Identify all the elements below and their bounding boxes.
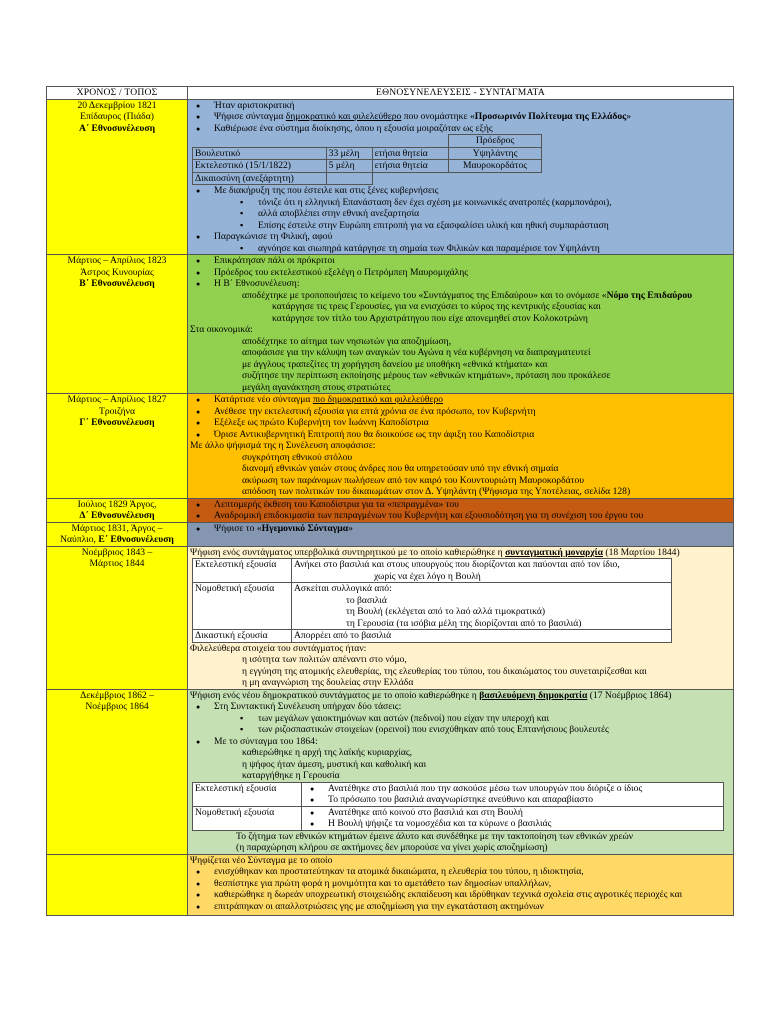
- bullet: ● Ανατέθηκε στο βασιλιά που την ασκούσε μέσω των υπουργών που διόριζε ο ίδιος: [304, 783, 721, 795]
- cell: Εκτελεστική εξουσία: [193, 559, 292, 583]
- cell: 33 μέλη: [326, 147, 372, 160]
- date: Μάρτιος – Απρίλιος 1823: [67, 255, 167, 266]
- sub-bullet: ▪ των ριζοσπαστικών στοιχείων (ορεινοί) που ενισχύθηκαν από τους Επτανήσιους βουλευτές: [190, 724, 731, 736]
- time-place-1843: [47, 546, 188, 689]
- assembly-name: Δ΄ Εθνοσυνέλευση: [79, 510, 155, 521]
- line: κατάργησε τον τίτλο του Αρχιστράτηγου που είχε απονεμηθεί στον Κολοκοτρώνη: [272, 312, 588, 324]
- line: η ισότητα των πολιτών απέναντι στο νόμο,: [242, 654, 407, 665]
- date: Μάρτιος 1831, Άργος –: [71, 522, 163, 534]
- row-1862: [47, 689, 734, 854]
- assembly-name: Α΄ Εθνοσυνέλευση: [78, 122, 156, 134]
- bullet: ● Κατάρτισε νέο σύνταγμα πιο δημοκρατικό και φιλελεύθερο: [190, 394, 731, 406]
- bullet: ● θεσπίστηκε για πρώτη φορά η μονιμότητα και το αμετάθετο των δημοσίων υπαλλήλων,: [190, 878, 731, 890]
- time-place-1831: [47, 522, 188, 546]
- line: συζήτησε την περίπτωση εκποίησης μέρους των «εθνικών κτημάτων», πρόταση που προκάλεσε: [242, 370, 611, 381]
- econ-heading: Στα οικονομικά:: [190, 324, 253, 335]
- bullet: ● Πρόεδρος του εκτελεστικού εξελέγη ο Πετρόμπεη Μαυρομιχάλης: [190, 267, 731, 279]
- row-1829: [47, 498, 734, 522]
- power-table-1821: [192, 134, 542, 185]
- sub-bullet: ▪ αλλά αποβλέπει στην εθνική ανεξαρτησία: [190, 208, 731, 220]
- line: καθιερώθηκε η αρχή της λαϊκής κυριαρχίας,: [242, 747, 413, 758]
- cell: Μαυροκορδάτος: [449, 160, 542, 173]
- line: η εγγύηση της ατομικής ελευθερίας, της ελευθερίας του τύπου, του δικαιώματος του συνεταιρίζεσθαι και: [242, 665, 647, 677]
- cell: Εκτελεστικό (15/1/1822): [193, 160, 327, 173]
- line: η μη αναγνώριση της δουλείας στην Ελλάδα: [242, 677, 414, 688]
- row-1823: [47, 255, 734, 394]
- bullet: ● Αναδρομική επιδοκιμασία των πεπραγμένων του Κυβερνήτη και εξουσιοδότηση για τη συνέχιση του έργου του: [190, 510, 731, 522]
- content-1827: [188, 394, 734, 499]
- row-1821: [47, 99, 734, 255]
- cell: Νομοθετική εξουσία: [193, 806, 302, 830]
- bullet: ● Το πρόσωπο του βασιλιά αναγνωρίστηκε ανεύθυνο και απαραβίαστο: [304, 794, 721, 806]
- bullet: ● καθιερώθηκε η δωρεάν υποχρεωτική στοιχειώδης εκπαίδευση και ιδρύθηκαν τεχνικά σχολεία στις αγροτικές περιοχές και: [190, 889, 731, 901]
- cell: [302, 782, 724, 806]
- bullet: ● ενισχύθηκαν και προστατεύτηκαν τα ατομικά δικαιώματα, η ελευθερία του τύπου, η ιδιοκτησία,: [190, 866, 731, 878]
- bullet: ● επιτράπηκαν οι απαλλοτριώσεις γης με αποζημίωση για την εγκατάσταση ακτημόνων: [190, 901, 731, 913]
- cell: ετήσια θητεία: [372, 160, 449, 173]
- time-place-1911: [47, 854, 188, 915]
- line: κατάργησε τις τρεις Γερουσίες, για να ενισχύσει το κύρος της κεντρικής εξουσίας και: [272, 301, 601, 312]
- intro: Ψήφιση ενός νέου δημοκρατικού συντάγματος με το οποίο καθιερώθηκε η βασιλευόμενη δημοκρατία (17 Νοέμβριος 1864): [190, 689, 672, 701]
- line: συγκρότηση εθνικού στόλου: [242, 451, 353, 463]
- row-1911: [47, 854, 734, 915]
- bullet: ● Η Β΄ Εθνοσυνέλευση:: [190, 278, 731, 290]
- line: αποφάσισε για την κάλυψη των αναγκών του Αγώνα η νέα κυβέρνηση να διαπραγματευτεί: [242, 347, 591, 358]
- content-1862: [188, 689, 734, 854]
- header-row: [47, 87, 734, 100]
- line: μεγάλη αγανάκτηση στους στρατιώτες: [242, 381, 391, 393]
- line: Με άλλο ψήφισμά της η Συνέλευση αποφάσισε:: [190, 440, 376, 451]
- sub-bullet: ▪ των μεγάλων γαιοκτημόνων και αστών (πεδινοί) που είχαν την υπεροχή και: [190, 713, 731, 725]
- cell: Δικαστική εξουσία: [193, 630, 292, 643]
- bullet: ● Στη Συντακτική Συνέλευση υπήρχαν δύο τάσεις:: [190, 701, 731, 713]
- document: [46, 86, 734, 916]
- line: αποδέχτηκε το αίτημα των νησιωτών για αποζημίωση,: [242, 335, 452, 347]
- line: απόδοση των πολιτικών του δικαιωμάτων στον Δ. Υψηλάντη (Ψήφισμα της Υποτέλειας, σελίδα 128): [242, 486, 631, 497]
- bullet: ● Ήταν αριστοκρατική: [190, 100, 731, 112]
- cell: [302, 806, 724, 830]
- cell: Εκτελεστική εξουσία: [193, 782, 302, 806]
- content-1831: [188, 522, 734, 546]
- cell: Βουλευτικό: [193, 147, 327, 160]
- sub-bullet: ▪ Επίσης έστειλε στην Ευρώπη επιτροπή για να εξασφαλίσει υλική και ηθική συμπαράσταση: [190, 220, 731, 232]
- date: Μάρτιος – Απρίλιος 1827: [67, 394, 167, 405]
- bullet: ● Ψήφισε σύνταγμα δημοκρατικό και φιλελεύθερο που ονομάστηκε «Προσωρινόν Πολίτευμα της Ελλάδος»: [190, 111, 731, 123]
- bullet: ● Λεπτομερής έκθεση του Καποδίστρια για τα «πεπραγμένα» του: [190, 499, 731, 511]
- date: Νοέμβριος 1843 –: [81, 546, 153, 558]
- power-table-1844: [192, 558, 672, 643]
- president-heading: Πρόεδρος: [449, 135, 542, 148]
- sub-bullet: ▪ αγνόησε και σιωπηρά κατάργησε τη σημαία των Φιλικών και παραμέρισε τον Υψηλάντη: [190, 243, 731, 255]
- cell: Απορρέει από το βασιλιά: [292, 630, 672, 643]
- place: Τροιζήνα: [98, 405, 135, 417]
- constitutions-table: [46, 86, 734, 916]
- bullet: ● Ανέθεσε την εκτελεστική εξουσία για επτά χρόνια σε ένα πρόσωπο, τον Κυβερνήτη: [190, 406, 731, 418]
- line: Το ζήτημα των εθνικών κτημάτων έμεινε άλυτο και συνδέθηκε με την τακτοποίηση των εθνικών χρεών: [236, 830, 634, 842]
- bullet: ● Παραγκώνισε τη Φιλική, αφού: [190, 231, 731, 243]
- assembly-name: Γ΄ Εθνοσυνέλευση: [79, 417, 155, 428]
- bullet: ● Όρισε Αντικυβερνητική Επιτροπή που θα διοικούσε ως την άφιξη του Καποδίστρια: [190, 429, 731, 441]
- header-assemblies: ΕΘΝΟΣΥΝΕΛΕΥΣΕΙΣ - ΣΥΝΤΑΓΜΑΤΑ: [188, 87, 734, 100]
- cell: Νομοθετική εξουσία: [193, 583, 292, 630]
- line: ακύρωση των παράνομων πωλήσεων από τον καιρό του Κουντουριώτη Μαυροκορδάτου: [242, 474, 585, 486]
- row-1843: [47, 546, 734, 689]
- content-1843: [188, 546, 734, 689]
- bullet: ● Ανατέθηκε από κοινού στο βασιλιά και στη Βουλή: [304, 807, 721, 819]
- place: Άστρος Κυνουρίας: [80, 266, 154, 278]
- cell: Ανήκει στο βασιλιά και στους υπουργούς που διορίζονται και παύονται από τον ίδιο, χωρίς να έχει λόγο η Βουλή: [292, 559, 672, 583]
- place-assembly: Ναύπλιο, Ε΄ Εθνοσυνέλευση: [60, 534, 174, 545]
- line: με άγγλους τραπεζίτες τη χορήγηση δανείου με υποθήκη «εθνικά κτήματα» και: [242, 358, 548, 370]
- intro: Ψηφίζεται νέο Σύνταγμα με το οποίο: [190, 854, 333, 866]
- bullet: ● Με διακήρυξη της που έστειλε και στις ξένες κυβερνήσεις: [190, 185, 731, 197]
- cell: 5 μέλη: [326, 160, 372, 173]
- time-place-1823: [47, 255, 188, 394]
- header-time-place: ΧΡΟΝΟΣ / ΤΟΠΟΣ: [47, 87, 188, 100]
- bullet: ● Επικράτησαν πάλι οι πρόκριτοι: [190, 255, 731, 267]
- bullet: ● Καθιέρωσε ένα σύστημα διοίκησης, όπου η εξουσία μοιραζόταν ως εξής: [190, 123, 731, 135]
- line: η ψήφος ήταν άμεση, μυστική και καθολική και: [242, 758, 427, 770]
- cell: Ασκείται συλλογικά από: το βασιλιά τη Βουλή (εκλέγεται από το λαό αλλά τιμοκρατικά) τη Γερουσία (τα ισόβια μέλη της διορίζονται από το βασιλιά): [292, 583, 672, 630]
- sub-bullet: ▪ τόνιζε ότι η ελληνική Επανάσταση δεν έχει σχέση με κοινωνικές ανατροπές (καρμπονάροι),: [190, 197, 731, 209]
- date: 20 Δεκεμβρίου 1821: [77, 99, 157, 111]
- cell: Δικαιοσύνη (ανεξάρτητη): [193, 172, 327, 185]
- bullet: ● Εξέλεξε ως πρώτο Κυβερνήτη τον Ιωάννη Καποδίστρια: [190, 417, 731, 429]
- bullet: ● Η Βουλή ψήφιζε τα νομοσχέδια και τα κύρωνε ο βασιλιάς: [304, 818, 721, 830]
- cell: ετήσια θητεία: [372, 147, 449, 160]
- line: καταργήθηκε η Γερουσία: [242, 770, 340, 781]
- date: Δεκέμβριος 1862 –: [80, 689, 154, 701]
- time-place-1827: [47, 394, 188, 499]
- time-place-1829: [47, 498, 188, 522]
- time-place-1862: [47, 689, 188, 854]
- place: Επίδαυρος (Πιάδα): [80, 111, 154, 122]
- content-1829: [188, 498, 734, 522]
- content-1823: [188, 255, 734, 394]
- bullet: ● Με το σύνταγμα του 1864:: [190, 736, 731, 748]
- time-place-1821: [47, 99, 188, 255]
- row-1827: [47, 394, 734, 499]
- intro: Ψήφιση ενός συντάγματος υπερβολικά συντηρητικού με το οποίο καθιερώθηκε η συνταγματική μοναρχία (18 Μαρτίου 1844): [190, 546, 680, 558]
- row-1831: [47, 522, 734, 546]
- line: αποδέχτηκε με τροποποιήσεις το κείμενο του «Συντάγματος της Επιδαύρου» και το ονόμασε «Νόμο της Επιδαύρου: [242, 289, 693, 301]
- cell: Υψηλάντης: [449, 147, 542, 160]
- line: διανομή εθνικών γαιών στους άνδρες που θα υπηρετούσαν υπό την εθνική σημαία: [242, 463, 559, 474]
- bullet: ● Ψήφισε το «Ηγεμονικό Σύνταγμα»: [190, 523, 731, 535]
- date: Νοέμβριος 1864: [85, 701, 149, 712]
- assembly-name: Β΄ Εθνοσυνέλευση: [79, 278, 155, 289]
- content-1821: [188, 99, 734, 255]
- content-1911: [188, 854, 734, 915]
- date: Ιούλιος 1829 Άργος,: [77, 498, 157, 510]
- date: Μάρτιος 1844: [89, 558, 145, 569]
- power-table-1864: [192, 782, 724, 831]
- cell: [326, 172, 372, 185]
- line: (η παραχώρηση κλήρου σε ακτήμονες δεν μπορούσε να γίνει χωρίς αποζημίωση): [236, 842, 548, 853]
- line: Φιλελεύθερα στοιχεία του συντάγματος ήταν:: [190, 642, 367, 654]
